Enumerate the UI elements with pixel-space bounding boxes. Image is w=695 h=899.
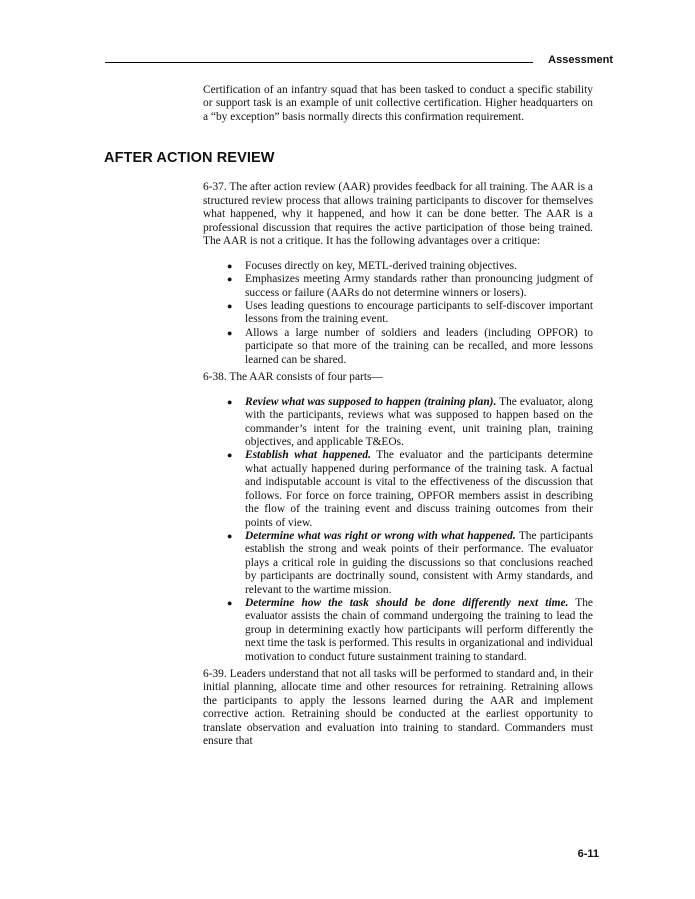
section-heading: AFTER ACTION REVIEW xyxy=(104,150,275,166)
paragraph-6-37: 6-37. The after action review (AAR) provides feedback for all training. The AAR is a structured review process that allows training participants to discover for themselves what happened, why it happened, and how it can be done better. The AAR is a professional discussion that requires the active participation of those being trained. The AAR is not a critique. It has the following advantages over a critique: xyxy=(203,181,593,248)
intro-text: Certification of an infantry squad that has been tasked to conduct a specific stability or support task is an example of unit collective certification. Higher headquarters on a “by exception” basis normally directs this confirmation requirement. xyxy=(203,84,593,123)
advantages-list xyxy=(203,260,593,367)
list-item xyxy=(245,449,593,529)
list-item: ● Focuses directly on key, METL-derived training objectives. xyxy=(245,260,593,273)
list-item: ● Emphasizes meeting Army standards rather than pronouncing judgment of success or failure (AARs do not determine winners or losers). xyxy=(245,273,593,300)
part-lead: Determine how the task should be done differently next time. xyxy=(245,596,569,609)
part-body: The evaluator assists the chain of command undergoing the training to lead the group in determining exactly how participants will perform differently the next time the task is performed. This results in organizational and individual motivation to conduct future sustainment training to standard. xyxy=(245,596,593,663)
part-body: The evaluator and the participants determine what actually happened during performance of the training task. A factual and indisputable account is vital to the effectiveness of the discussion that follows. For force on force training, OPFOR members assist in describing the flow of the training event and discuss training outcomes from their points of view. xyxy=(245,449,593,529)
list-item: ● Uses leading questions to encourage participants to self-discover important lessons from the training event. xyxy=(245,300,593,327)
running-header: Assessment xyxy=(548,54,613,66)
part-body: The participants establish the strong and weak points of their performance. The evaluator plays a critical role in guiding the discussions so that conclusions reached by participants are doctrinally sound, consistent with Army standards, and relevant to the wartime mission. xyxy=(245,529,593,596)
part-body: The evaluator, along with the participants, reviews what was supposed to happen based on the commander’s intent for the training event, unit training plan, training objectives, and applicable T&EOs. xyxy=(245,395,593,449)
body-content xyxy=(203,170,593,760)
paragraph-6-38: 6-38. The AAR consists of four parts— xyxy=(203,371,383,384)
header-rule xyxy=(105,62,533,63)
part-lead: Establish what happened. xyxy=(245,449,371,462)
list-item xyxy=(245,396,593,450)
list-item xyxy=(245,530,593,597)
part-lead: Review what was supposed to happen (training plan). xyxy=(245,395,497,408)
aar-parts-list xyxy=(203,396,593,664)
list-item xyxy=(245,597,593,664)
part-lead: Determine what was right or wrong with what happened. xyxy=(245,529,516,542)
intro-paragraph xyxy=(203,84,593,124)
list-item: ● Allows a large number of soldiers and leaders (including OPFOR) to participate so that more of the training can be recalled, and more lessons learned can be shared. xyxy=(245,327,593,367)
page-number: 6-11 xyxy=(577,848,599,860)
paragraph-6-39: 6-39. Leaders understand that not all tasks will be performed to standard and, in their initial planning, allocate time and other resources for retraining. Retraining allows the participants to apply the lessons learned during the AAR and implement corrective action. Retraining should be conducted at the earliest opportunity to translate observation and evaluation into training to standard. Commanders must ensure that xyxy=(203,667,593,748)
